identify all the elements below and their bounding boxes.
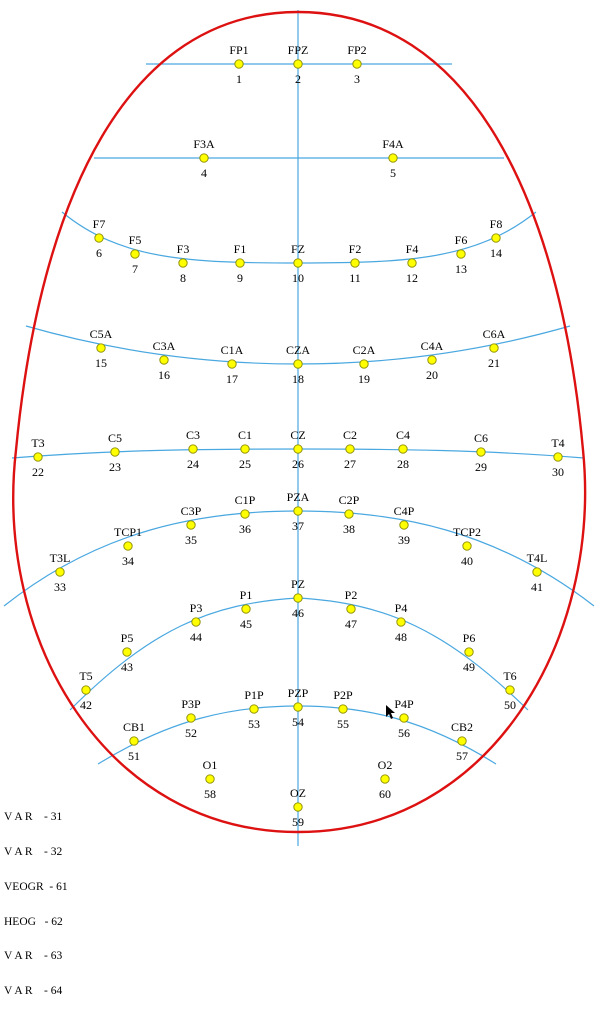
electrode-label: C4 bbox=[395, 428, 411, 442]
electrode bbox=[123, 720, 145, 763]
electrode-dot bbox=[294, 803, 302, 811]
legend-line: VEOGR - 61 bbox=[4, 880, 68, 893]
electrode-dot bbox=[351, 259, 359, 267]
electrode-label: C6A bbox=[482, 327, 506, 341]
electrode-dot bbox=[206, 775, 214, 783]
electrode-dot bbox=[506, 686, 514, 694]
electrode-dot bbox=[381, 775, 389, 783]
electrode bbox=[339, 493, 360, 536]
electrode bbox=[421, 339, 444, 382]
electrode-dot bbox=[242, 605, 250, 613]
electrode-number: 44 bbox=[190, 630, 202, 644]
electrode bbox=[353, 343, 376, 386]
electrode-label: F7 bbox=[92, 217, 106, 231]
electrode-label: F1 bbox=[233, 242, 247, 256]
electrode-label: F2 bbox=[348, 242, 362, 256]
electrode-number: 39 bbox=[398, 533, 410, 547]
electrode-dot bbox=[490, 344, 498, 352]
electrode-number: 46 bbox=[292, 606, 304, 620]
electrode bbox=[190, 601, 203, 644]
electrode-dot bbox=[124, 542, 132, 550]
electrode-number: 25 bbox=[239, 457, 251, 471]
electrode-number: 48 bbox=[395, 630, 407, 644]
electrode-dot bbox=[187, 714, 195, 722]
electrode-number: 27 bbox=[344, 457, 356, 471]
electrode-label: C3A bbox=[152, 339, 176, 353]
electrode-dot bbox=[130, 737, 138, 745]
electrode-number: 14 bbox=[490, 246, 502, 260]
electrode-dot bbox=[187, 521, 195, 529]
electrode-dot bbox=[294, 507, 302, 515]
electrode-label: C4A bbox=[420, 339, 444, 353]
electrode-number: 38 bbox=[343, 522, 355, 536]
electrode bbox=[288, 686, 309, 729]
electrode-dot bbox=[294, 60, 302, 68]
electrode-number: 30 bbox=[552, 465, 564, 479]
electrode-label: C3 bbox=[185, 428, 201, 442]
electrode-dot bbox=[389, 154, 397, 162]
electrode bbox=[551, 436, 564, 479]
electrode-label: C1A bbox=[220, 343, 244, 357]
electrode-label: TCP1 bbox=[113, 525, 143, 539]
electrode-label: CB2 bbox=[450, 720, 474, 734]
electrode-label: O1 bbox=[202, 758, 218, 772]
electrode-label: F8 bbox=[489, 217, 503, 231]
electrode-number: 54 bbox=[292, 715, 304, 729]
legend-line: V A R - 63 bbox=[4, 950, 63, 963]
electrode-label: F6 bbox=[454, 233, 468, 247]
electrode-label: FPZ bbox=[287, 43, 309, 57]
electrode-label: T3 bbox=[31, 436, 45, 450]
electrode-label: F4A bbox=[382, 137, 404, 151]
electrode-label: T4L bbox=[526, 551, 548, 565]
electrode-label: P3 bbox=[189, 601, 203, 615]
electrode-label: C6 bbox=[473, 431, 489, 445]
electrode-number: 10 bbox=[292, 271, 304, 285]
electrode-dot bbox=[250, 705, 258, 713]
electrode-label: PZA bbox=[286, 490, 310, 504]
electrode-dot bbox=[554, 453, 562, 461]
electrode-number: 24 bbox=[187, 457, 199, 471]
electrode-number: 9 bbox=[237, 271, 243, 285]
electrode bbox=[31, 436, 44, 479]
electrode-dot bbox=[56, 568, 64, 576]
electrode-number: 17 bbox=[226, 372, 238, 386]
electrode-dot bbox=[294, 594, 302, 602]
electrode-dot bbox=[465, 648, 473, 656]
electrode bbox=[378, 758, 393, 801]
electrode-dot bbox=[189, 445, 197, 453]
electrode bbox=[240, 588, 253, 631]
electrode-label: C1 bbox=[237, 428, 253, 442]
electrode bbox=[406, 242, 419, 285]
electrode bbox=[463, 631, 476, 674]
electrode bbox=[490, 217, 503, 260]
legend-line: V A R - 64 bbox=[4, 985, 63, 998]
electrode-number: 57 bbox=[456, 749, 468, 763]
legend-line: V A R - 32 bbox=[4, 845, 63, 858]
electrode-dot bbox=[345, 510, 353, 518]
electrode bbox=[129, 233, 142, 276]
electrode-label: P2 bbox=[344, 588, 358, 602]
electrode-dot bbox=[400, 714, 408, 722]
electrode-dot bbox=[428, 356, 436, 364]
electrode-label: C5A bbox=[89, 327, 113, 341]
electrode-label: FP1 bbox=[229, 43, 249, 57]
electrode bbox=[181, 504, 202, 547]
electrode-number: 37 bbox=[292, 519, 304, 533]
electrode-label: C2 bbox=[342, 428, 358, 442]
electrode bbox=[235, 493, 256, 536]
electrode-number: 20 bbox=[426, 368, 438, 382]
electrode-number: 12 bbox=[406, 271, 418, 285]
electrode-dot bbox=[360, 360, 368, 368]
electrode-number: 19 bbox=[358, 372, 370, 386]
electrode-label: CB1 bbox=[122, 720, 146, 734]
electrode-dot bbox=[82, 686, 90, 694]
electrode-number: 8 bbox=[180, 271, 186, 285]
electrode-dot bbox=[95, 234, 103, 242]
electrode-dot bbox=[400, 521, 408, 529]
electrode-label: P4P bbox=[394, 697, 414, 711]
electrode bbox=[453, 525, 481, 568]
electrode-label: F5 bbox=[128, 233, 142, 247]
electrode-dot bbox=[34, 453, 42, 461]
electrode-number: 11 bbox=[349, 271, 361, 285]
electrode-number: 34 bbox=[122, 554, 134, 568]
electrode-number: 3 bbox=[354, 72, 360, 86]
electrode bbox=[503, 669, 516, 712]
electrode-dot bbox=[477, 448, 485, 456]
electrode-label: OZ bbox=[290, 786, 306, 800]
electrode-dot bbox=[353, 60, 361, 68]
electrode-number: 26 bbox=[292, 457, 304, 471]
electrode-dot bbox=[294, 360, 302, 368]
electrode-number: 43 bbox=[121, 660, 133, 674]
electrode-number: 53 bbox=[248, 717, 260, 731]
electrode bbox=[114, 525, 142, 568]
legend-line: HEOG - 62 bbox=[4, 915, 63, 928]
electrode-number: 23 bbox=[109, 460, 121, 474]
electrode bbox=[121, 631, 134, 674]
electrode-label: P6 bbox=[462, 631, 476, 645]
electrode-label: P1 bbox=[239, 588, 253, 602]
electrode-dot bbox=[192, 618, 200, 626]
electrode-dot bbox=[339, 705, 347, 713]
electrode bbox=[345, 588, 358, 631]
electrode-number: 35 bbox=[185, 533, 197, 547]
channel-legend bbox=[4, 789, 68, 1009]
electrode bbox=[349, 242, 362, 285]
electrode-number: 29 bbox=[475, 460, 487, 474]
electrode-label: F3A bbox=[193, 137, 215, 151]
electrode-number: 49 bbox=[463, 660, 475, 674]
electrode-number: 7 bbox=[132, 262, 138, 276]
electrode bbox=[395, 601, 408, 644]
electrode-label: P5 bbox=[120, 631, 134, 645]
electrode-dot bbox=[294, 259, 302, 267]
electrode bbox=[483, 327, 506, 370]
electrode-dot bbox=[228, 360, 236, 368]
legend-line: V A R - 31 bbox=[4, 811, 63, 824]
electrode bbox=[153, 339, 176, 382]
electrode-dot bbox=[408, 259, 416, 267]
electrode-dot bbox=[399, 445, 407, 453]
electrode-number: 59 bbox=[292, 815, 304, 829]
electrode-label: C3P bbox=[180, 504, 202, 518]
electrode-label: C5 bbox=[107, 431, 123, 445]
electrode-number: 5 bbox=[390, 166, 396, 180]
electrode-label: CZA bbox=[286, 343, 310, 357]
electrode-dot bbox=[200, 154, 208, 162]
electrode-label: O2 bbox=[377, 758, 393, 772]
electrode-number: 42 bbox=[80, 698, 92, 712]
electrode bbox=[234, 242, 247, 285]
electrode-number: 58 bbox=[204, 787, 216, 801]
electrode-number: 41 bbox=[531, 580, 543, 594]
electrode-label: PZ bbox=[290, 577, 306, 591]
electrode bbox=[290, 786, 306, 829]
electrode-dot bbox=[160, 356, 168, 364]
electrode-number: 33 bbox=[54, 580, 66, 594]
electrode-number: 28 bbox=[397, 457, 409, 471]
electrode-label: F4 bbox=[405, 242, 419, 256]
electrode-label: P3P bbox=[181, 697, 201, 711]
electrode-label: CZ bbox=[290, 428, 306, 442]
electrode-label: C4P bbox=[393, 504, 415, 518]
electrode-dot bbox=[346, 445, 354, 453]
electrode-number: 21 bbox=[488, 356, 500, 370]
electrode-dot bbox=[347, 605, 355, 613]
electrode-dot bbox=[241, 510, 249, 518]
electrode-dot bbox=[179, 259, 187, 267]
electrode-number: 45 bbox=[240, 617, 252, 631]
electrode-dot bbox=[111, 448, 119, 456]
electrode-number: 36 bbox=[239, 522, 251, 536]
electrode-number: 47 bbox=[345, 617, 357, 631]
electrode-number: 50 bbox=[504, 698, 516, 712]
electrode-label: T5 bbox=[79, 669, 93, 683]
electrode-label: T3L bbox=[49, 551, 71, 565]
electrode-dot bbox=[236, 259, 244, 267]
electrode-label: C2P bbox=[338, 493, 360, 507]
electrode bbox=[177, 242, 190, 285]
electrode-dot bbox=[131, 250, 139, 258]
electrode-number: 1 bbox=[236, 72, 242, 86]
electrode-label: P1P bbox=[244, 688, 264, 702]
electrode bbox=[203, 758, 218, 801]
electrode-dot bbox=[241, 445, 249, 453]
electrode-label: P4 bbox=[394, 601, 408, 615]
electrode-label: F3 bbox=[176, 242, 190, 256]
electrode-dot bbox=[492, 234, 500, 242]
electrode bbox=[90, 327, 113, 370]
electrode-number: 2 bbox=[295, 72, 301, 86]
electrode-label: P2P bbox=[333, 688, 353, 702]
electrode-label: T4 bbox=[551, 436, 565, 450]
electrode-label: C2A bbox=[352, 343, 376, 357]
electrode-number: 56 bbox=[398, 726, 410, 740]
electrode-number: 52 bbox=[185, 726, 197, 740]
electrode-dot bbox=[235, 60, 243, 68]
electrode-label: FZ bbox=[290, 242, 306, 256]
electrode-dot bbox=[123, 648, 131, 656]
electrode-number: 55 bbox=[337, 717, 349, 731]
electrode-dot bbox=[533, 568, 541, 576]
electrode-label: C1P bbox=[234, 493, 256, 507]
electrode-dot bbox=[463, 542, 471, 550]
electrode-dot bbox=[294, 445, 302, 453]
electrode-number: 40 bbox=[461, 554, 473, 568]
electrode-dot bbox=[458, 737, 466, 745]
electrode-dot bbox=[397, 618, 405, 626]
electrode-dot bbox=[294, 703, 302, 711]
electrode-number: 60 bbox=[379, 787, 391, 801]
electrode-number: 16 bbox=[158, 368, 170, 382]
electrode bbox=[455, 233, 468, 276]
electrode-number: 6 bbox=[96, 246, 102, 260]
electrode-dot bbox=[97, 344, 105, 352]
electrode-dot bbox=[457, 250, 465, 258]
electrode bbox=[93, 217, 106, 260]
electrode-number: 18 bbox=[292, 372, 304, 386]
electrode bbox=[394, 504, 415, 547]
electrode-number: 22 bbox=[32, 465, 44, 479]
electrode-label: TCP2 bbox=[452, 525, 482, 539]
electrode-label: T6 bbox=[503, 669, 517, 683]
electrode bbox=[221, 343, 244, 386]
electrode bbox=[451, 720, 473, 763]
electrode-number: 13 bbox=[455, 262, 467, 276]
electrode-number: 51 bbox=[128, 749, 140, 763]
electrode-label: FP2 bbox=[347, 43, 367, 57]
electrode-number: 15 bbox=[95, 356, 107, 370]
electrode-label: PZP bbox=[287, 686, 309, 700]
electrode-number: 4 bbox=[201, 166, 207, 180]
